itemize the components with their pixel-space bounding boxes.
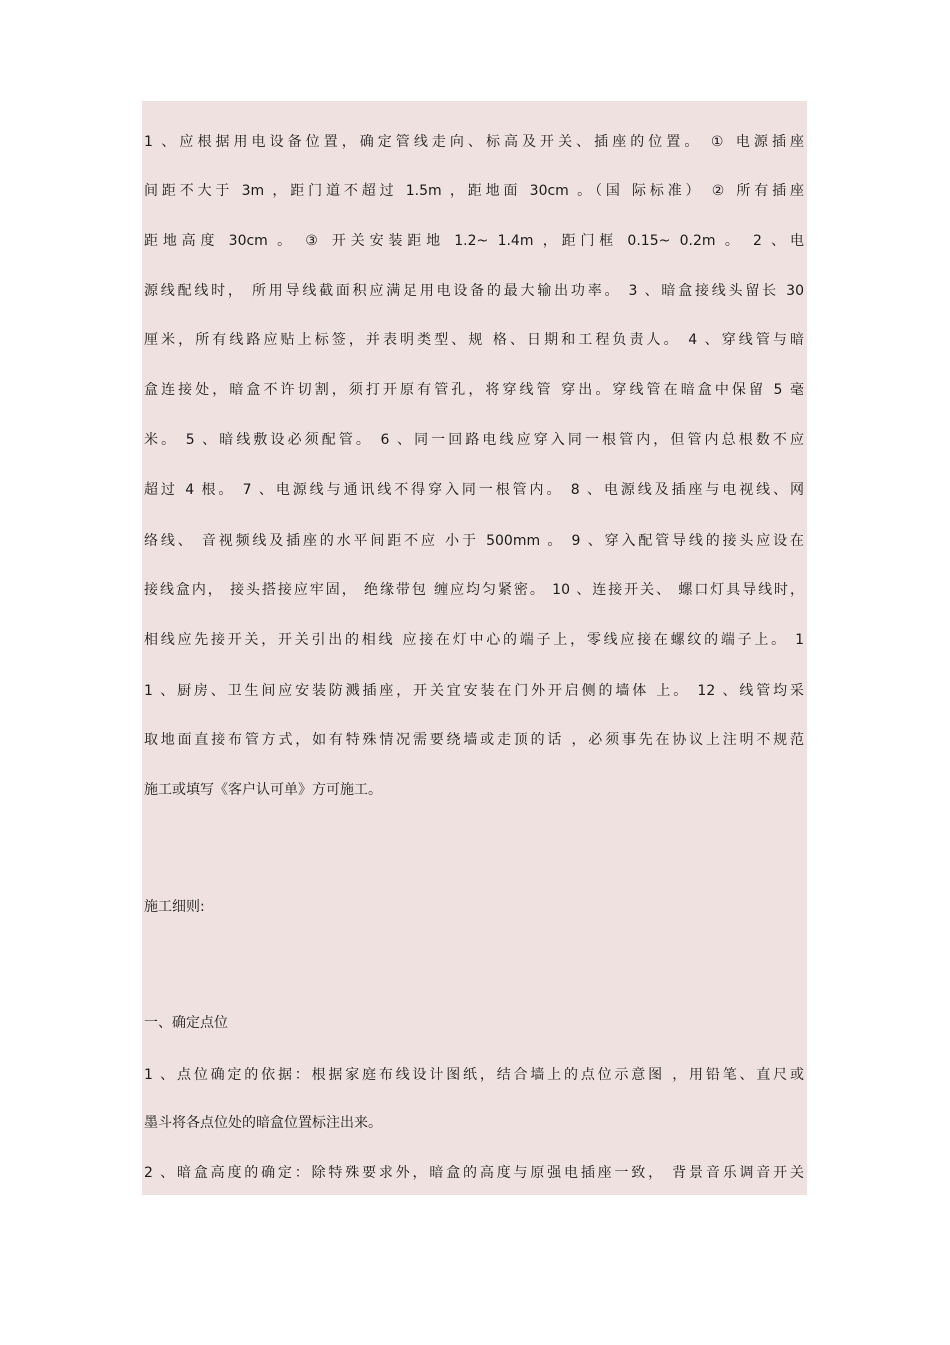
heading-determine-points: 一、确定点位 (144, 1015, 228, 1031)
body-text-line: 2 、暗盒高度的确定：除特殊要求外，暗盒的高度与原强电插座一致， 背景音乐调音开关 (144, 1165, 804, 1181)
body-text-line: 施工或填写《客户认可单》方可施工。 (144, 782, 382, 798)
body-text-line: 1 、应根据用电设备位置，确定管线走向、标高及开关、插座的位置。 ① 电源插座 (144, 134, 804, 150)
body-text-line: 源线配线时， 所用导线截面积应满足用电设备的最大输出功率。 3 、暗盒接线头留长 30 (144, 283, 804, 299)
body-text-line: 距地高度 30cm 。 ③ 开关安装距地 1.2~ 1.4m ，距门框 0.15~ 0.2m 。 2 、电 (144, 233, 804, 249)
body-text-line: 盒连接处，暗盒不许切割，须打开原有管孔，将穿线管 穿出。穿线管在暗盒中保留 5 毫 (144, 382, 804, 398)
body-text-line: 1 、厨房、卫生间应安装防溅插座，开关宜安装在门外开启侧的墙体 上。 12 、线管均采 (144, 683, 804, 699)
body-text-line: 络线、 音视频线及插座的水平间距不应 小于 500mm 。 9 、穿入配管导线的接头应设在 (144, 533, 804, 549)
heading-construction-rules: 施工细则: (144, 899, 205, 915)
body-text-line: 米。 5 、暗线敷设必须配管。 6 、同一回路电线应穿入同一根管内，但管内总根数不应 (144, 432, 804, 448)
body-text-line: 超过 4 根。 7 、电源线与通讯线不得穿入同一根管内。 8 、电源线及插座与电视线、网 (144, 482, 804, 498)
body-text-line: 1 、点位确定的依据：根据家庭布线设计图纸，结合墙上的点位示意图 ，用铅笔、直尺或 (144, 1067, 804, 1083)
body-text-line: 墨斗将各点位处的暗盒位置标注出来。 (144, 1115, 382, 1131)
body-text-line: 相线应先接开关，开关引出的相线 应接在灯中心的端子上，零线应接在螺纹的端子上。 1 (144, 632, 804, 648)
body-text-line: 厘米，所有线路应贴上标签，并表明类型、规 格、日期和工程负责人。 4 、穿线管与暗 (144, 332, 804, 348)
body-text-line: 间距不大于 3m ，距门道不超过 1.5m ，距地面 30cm 。（国 际标准） ② 所有插座 (144, 183, 804, 199)
body-text-line: 取地面直接布管方式，如有特殊情况需要绕墙或走顶的话 ，必须事先在协议上注明不规范 (144, 732, 804, 748)
body-text-line: 接线盒内， 接头搭接应牢固， 绝缘带包 缠应均匀紧密。 10 、连接开关、 螺口灯具导线时， (144, 582, 804, 598)
